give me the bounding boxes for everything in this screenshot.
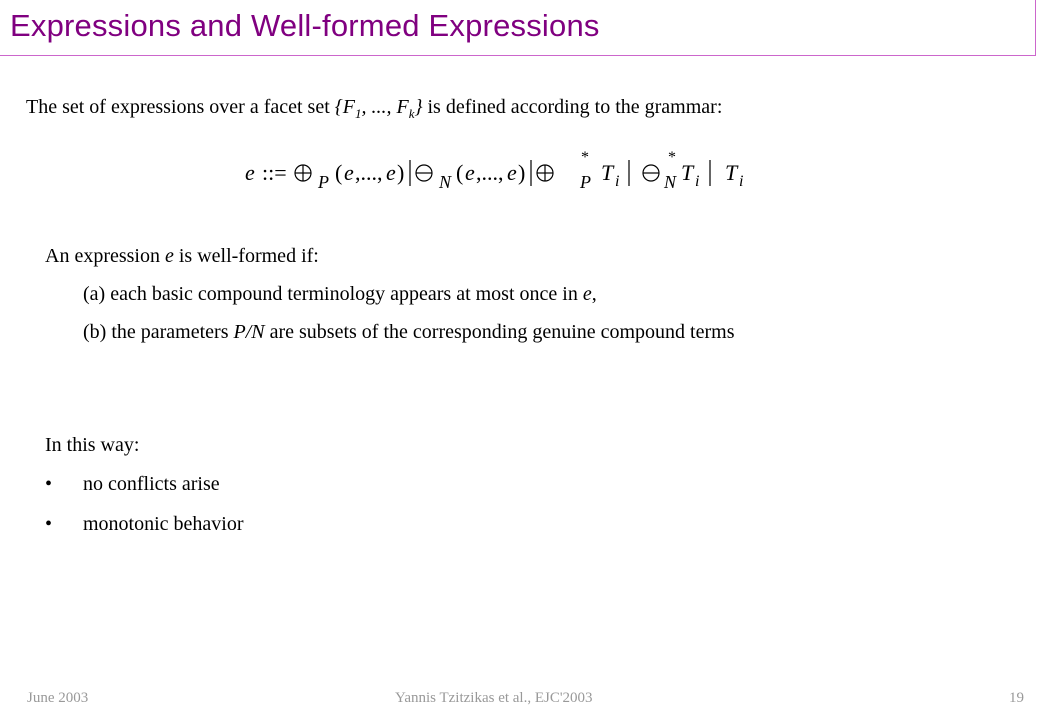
svg-text:e: e [344,160,354,185]
svg-text:e: e [507,160,517,185]
grammar-formula [240,140,760,200]
bullet-text: no conflicts arise [83,473,220,495]
svg-text:T: T [725,160,738,185]
wellformed-heading-var: e [164,245,174,267]
facet-set-open: {F [334,96,355,118]
condition-b-var: P/N [233,321,265,343]
intro-text [26,96,722,122]
wellformed-heading-pre: An expression [45,245,165,267]
condition-b-pre: (b) the parameters [83,321,234,343]
facet-set-close: } [414,96,423,118]
bullet-icon: • [45,513,53,535]
svg-text:e: e [465,160,475,185]
condition-a-pre: (a) each basic compound terminology appears at most once in [83,283,583,305]
svg-text:T: T [681,160,694,185]
facet-set [334,96,423,121]
wellformed-heading-post: is well-formed if: [173,245,319,267]
footer-date: June 2003 [27,690,89,706]
facet-sub-1: 1 [355,106,362,121]
bullet-item [45,473,220,496]
svg-text:P: P [580,172,591,192]
title-divider [0,55,1035,56]
footer-author: Yannis Tzitzikas et al., EJC'2003 [395,690,593,706]
svg-text:,...,: ,..., [476,160,504,185]
intro-after: is defined according to the grammar: [422,96,723,118]
footer-page-number: 19 [1009,690,1024,706]
svg-text:e: e [245,160,255,185]
svg-text:i: i [739,173,744,190]
svg-text:(: ( [335,160,343,185]
svg-text:): ) [518,160,526,185]
facet-set-middle: , ..., F [361,96,409,118]
side-divider [1035,0,1036,56]
bullet-icon: • [45,473,53,495]
condition-b-post: are subsets of the corresponding genuine compound terms [264,321,735,343]
slide-title: Expressions and Well-formed Expressions [10,8,600,43]
condition-a [83,283,597,306]
bullet-text: monotonic behavior [83,513,244,535]
svg-text:*: * [668,149,676,166]
svg-text:): ) [397,160,405,185]
svg-text:,...,: ,..., [355,160,383,185]
bullet-item [45,513,244,536]
wellformed-heading [45,245,319,268]
svg-text:N: N [664,172,677,192]
svg-text:*: * [581,149,589,166]
svg-text:::=: ::= [262,160,287,185]
svg-text:(: ( [456,160,464,185]
intro-before: The set of expressions over a facet set [26,96,335,118]
svg-text:T: T [601,160,614,185]
svg-text:i: i [615,173,620,190]
condition-b [83,321,735,344]
svg-text:e: e [386,160,396,185]
svg-text:i: i [695,173,700,190]
facet-sub-k: k [408,106,415,121]
svg-text:P: P [318,172,329,192]
way-heading: In this way: [45,434,140,456]
condition-a-post: , [591,283,597,305]
svg-text:N: N [439,172,452,192]
condition-a-var: e [582,283,592,305]
